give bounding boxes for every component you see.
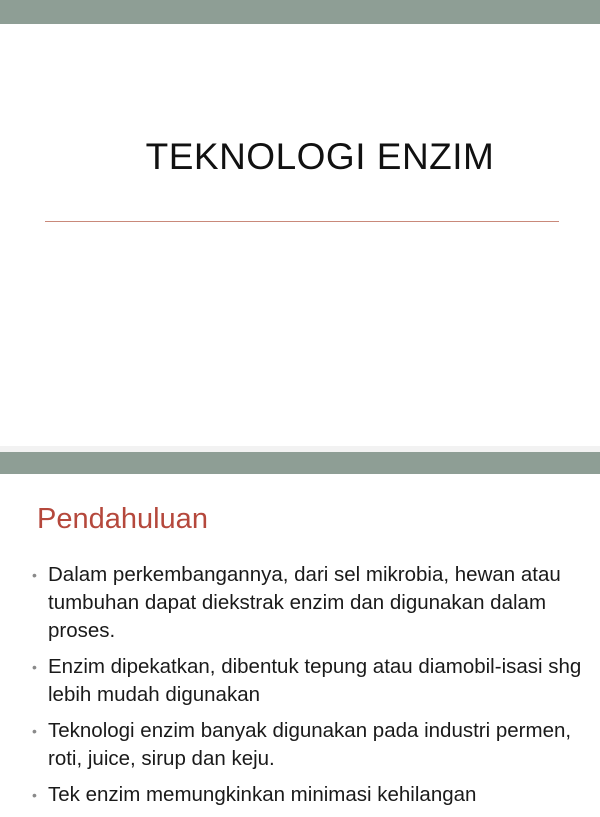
bullet-text: Tek enzim memungkinkan minimasi kehilangan — [48, 783, 477, 806]
top-accent-band — [0, 0, 600, 24]
bullet-dot-icon: • — [32, 723, 37, 739]
bullet-item — [30, 717, 590, 773]
slide-heading: Pendahuluan — [37, 503, 208, 535]
bullet-item — [30, 653, 590, 709]
bullet-item — [30, 561, 590, 645]
bullet-item — [30, 781, 590, 809]
slide-title: TEKNOLOGI ENZIM — [145, 136, 495, 177]
bullet-text: Teknologi enzim banyak digunakan pada industri permen, roti, juice, sirup dan keju. — [48, 719, 572, 770]
bullet-dot-icon: • — [32, 787, 37, 803]
bullet-dot-icon: • — [32, 659, 37, 675]
title-divider — [45, 221, 559, 222]
bullet-text: Dalam perkembangannya, dari sel mikrobia, hewan atau tumbuhan dapat diekstrak enzim dan digunakan dalam proses. — [48, 563, 561, 642]
bullet-text: Enzim dipekatkan, dibentuk tepung atau diamobil-isasi shg lebih mudah digunakan — [48, 655, 582, 706]
bullet-dot-icon: • — [32, 567, 37, 583]
bullet-list — [30, 561, 590, 817]
slide2-accent-band — [0, 452, 600, 474]
